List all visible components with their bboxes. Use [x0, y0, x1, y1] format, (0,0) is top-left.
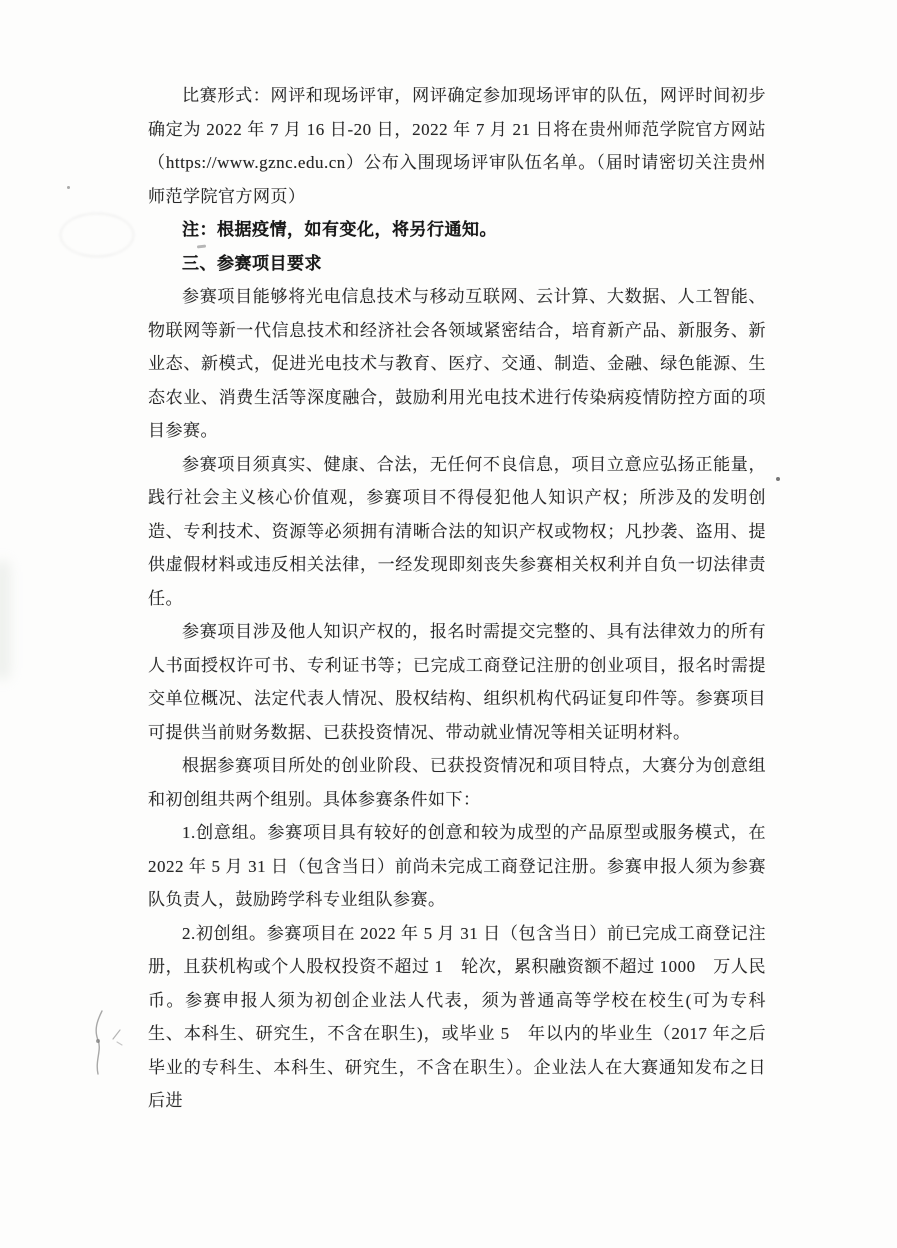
ink-speck-right — [776, 477, 780, 481]
paragraph-ip-and-registration-materials: 参赛项目涉及他人知识产权的，报名时需提交完整的、具有法律效力的所有人书面授权许可书、专利证书等；已完成工商登记注册的创业项目，报名时需提交单位概况、法定代表人情况、股权结构、组织机构代码证复印件等。参赛项目可提供当前财务数据、已获投资情况、带动就业情况等相关证明材料。 — [148, 622, 766, 742]
scan-smudge-ring — [60, 213, 134, 257]
pen-scribble-mark — [86, 1008, 132, 1092]
section-heading-project-requirements: 三、参赛项目要求 — [182, 253, 322, 273]
paragraph-creative-group-rules: 1.创意组。参赛项目具有较好的创意和较为成型的产品原型或服务模式，在 2022 年 5 月 31 日（包含当日）前尚未完成工商登记注册。参赛申报人须为参赛队负责人，鼓励跨学科专业组队参赛。 — [148, 823, 766, 909]
paragraph-startup-group-rules: 2.初创组。参赛项目在 2022 年 5 月 31 日（包含当日）前已完成工商登记注册，且获机构或个人股权投资不超过 1 轮次，累积融资额不超过 1000 万人民币。参赛申报人须为初创企业法人代表，须为普通高等学校在校生(可为专科生、本科生、研究生，不含在职生)，或毕业 5 年以内的毕业生（2017 年之后毕业的专科生、本科生、研究生，不含在职生）。企业法人在大赛通知发布之日后进 — [148, 923, 766, 1110]
paragraph-project-integrity: 参赛项目须真实、健康、合法，无任何不良信息，项目立意应弘扬正能量，践行社会主义核心价值观，参赛项目不得侵犯他人知识产权；所涉及的发明创造、专利技术、资源等必须拥有清晰合法的知识产权或物权；凡抄袭、盗用、提供虚假材料或违反相关法律，一经发现即刻丧失参赛相关权利并自负一切法律责任。 — [148, 454, 766, 608]
paragraph-competition-format: 比赛形式：网评和现场评审，网评确定参加现场评审的队伍，网评时间初步确定为 2022 年 7 月 16 日-20 日，2022 年 7 月 21 日将在贵州师范学院官方网站（https://www.gznc.edu.cn）公布入围现场评审队伍名单。（届时请密切关注贵州师范学院官方网页） — [148, 86, 766, 206]
edge-smudge — [0, 560, 10, 680]
document-body — [148, 79, 766, 1118]
note-epidemic-remark: 注：根据疫情，如有变化，将另行通知。 — [182, 220, 497, 239]
paragraph-project-scope: 参赛项目能够将光电信息技术与移动互联网、云计算、大数据、人工智能、物联网等新一代信息技术和经济社会各领域紧密结合，培育新产品、新服务、新业态、新模式，促进光电技术与教育、医疗、交通、制造、金融、绿色能源、生态农业、消费生活等深度融合，鼓励利用光电技术进行传染病疫情防控方面的项目参赛。 — [148, 287, 766, 440]
ink-speck-left — [67, 186, 70, 189]
paragraph-group-division: 根据参赛项目所处的创业阶段、已获投资情况和项目特点，大赛分为创意组和初创组共两个组别。具体参赛条件如下： — [148, 756, 766, 809]
